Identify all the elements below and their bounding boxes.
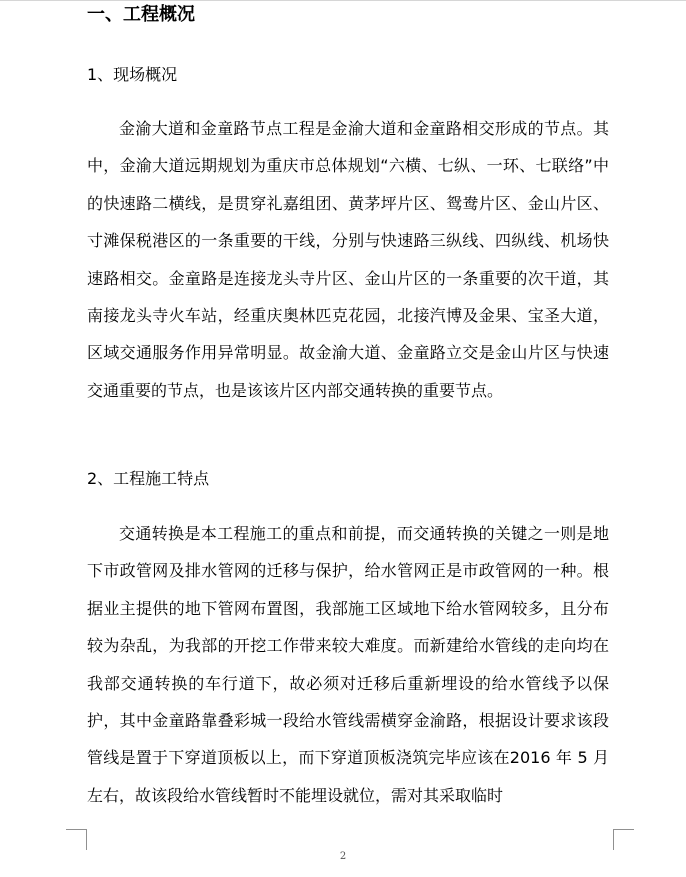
subsection-title-construction-features: 2、工程施工特点	[87, 469, 210, 488]
page-number: 2	[339, 851, 347, 862]
crop-mark-bottom-left-vertical	[86, 829, 87, 850]
section-heading: 一、工程概况	[87, 4, 195, 25]
crop-mark-bottom-right-vertical	[613, 829, 614, 850]
paragraph-construction-features: 交通转换是本工程施工的重点和前提，而交通转换的关键之一则是地下市政管网及排水管网的迁移与保护，给水管网正是市政管网的一种。根据业主提供的地下管网布置图，我部施工区域地下给水管网较多，且分布较为杂乱，为我部的开挖工作带来较大难度。而新建给水管线的走向均在我部交通转换的车行道下，故必须对迁移后重新埋设的给水管线予以保护，其中金童路靠叠彩城一段给水管线需横穿金渝路，根据设计要求该段管线是置于下穿道顶板以上，而下穿道顶板浇筑完毕应该在2016 年 5 月左右，故该段给水管线暂时不能埋设就位，需对其采取临时	[87, 524, 609, 805]
subsection-title-site-overview: 1、现场概况	[87, 65, 178, 84]
crop-mark-bottom-left-horizontal	[66, 829, 87, 830]
crop-mark-bottom-right-horizontal	[613, 829, 634, 830]
page-top-border	[0, 0, 686, 1]
paragraph-site-overview: 金渝大道和金童路节点工程是金渝大道和金童路相交形成的节点。其中，金渝大道远期规划为重庆市总体规划“六横、七纵、一环、七联络”中的快速路二横线，是贯穿礼嘉组团、黄茅坪片区、鸳鸯片区、金山片区、寸滩保税港区的一条重要的干线，分别与快速路三纵线、四纵线、机场快速路相交。金童路是连接龙头寺片区、金山片区的一条重要的次干道，其南接龙头寺火车站，经重庆奥林匹克花园，北接汽博及金果、宝圣大道，区域交通服务作用异常明显。故金渝大道、金童路立交是金山片区与快速交通重要的节点，也是该该片区内部交通转换的重要节点。	[87, 119, 609, 400]
